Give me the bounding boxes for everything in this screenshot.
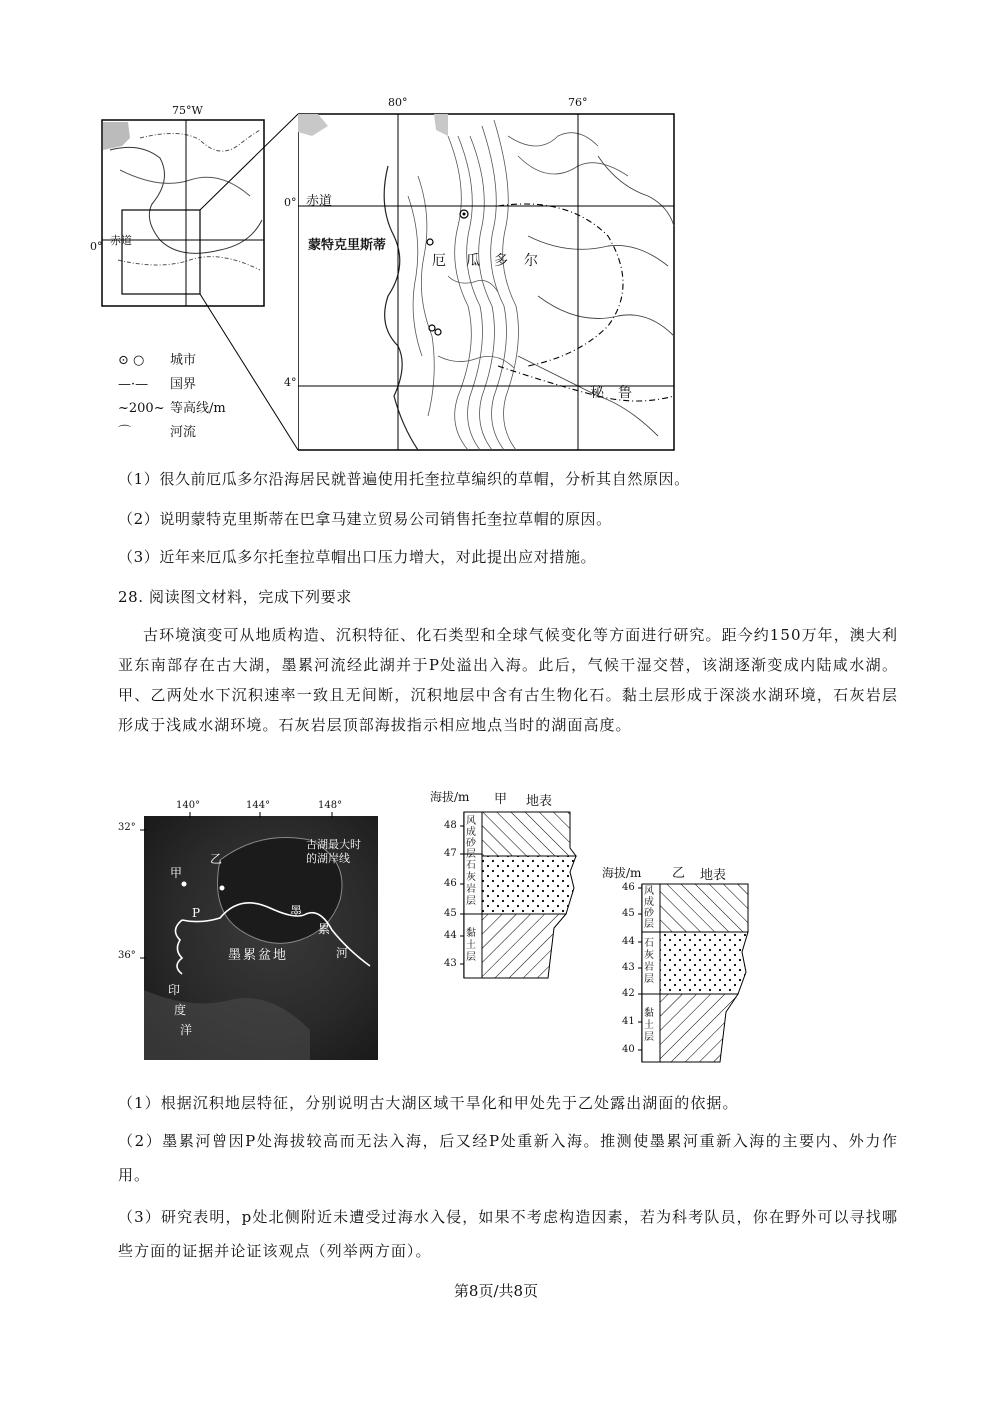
legend-border xyxy=(118,373,196,392)
inset-zero-label: 0° xyxy=(90,240,103,253)
yi-layer1-label: 风成砂层 xyxy=(644,886,654,930)
yi-layer-limestone xyxy=(660,932,748,994)
yi-tick-43: 43 xyxy=(622,962,635,973)
inset-equator-label: 赤道 xyxy=(110,234,132,247)
q27-3: （3）近年来厄瓜多尔托奎拉草帽出口压力增大，对此提出应对措施。 xyxy=(118,548,597,566)
map2-lon-144: 144° xyxy=(246,800,271,811)
murray-map-svg xyxy=(110,790,380,1062)
contour-symbol-icon: ~200~ xyxy=(118,401,165,416)
q27-1: （1）很久前厄瓜多尔沿海居民就普遍使用托奎拉草编织的草帽，分析其自然原因。 xyxy=(118,470,690,488)
map2-lat-32: 32° xyxy=(118,822,136,833)
jia-layer-clay xyxy=(482,914,566,978)
yi-surface-label: 地表 xyxy=(700,868,727,883)
jia-site-label: 甲 xyxy=(494,792,508,807)
yi-layer2-label: 石灰岩层 xyxy=(644,938,654,985)
lat-label-4: 4° xyxy=(284,376,297,389)
murray-basin-map xyxy=(110,790,380,1062)
page-footer: 第8页/共8页 xyxy=(453,1282,539,1300)
city-symbol-icon: ⊙ ○ xyxy=(118,353,145,368)
jia-layer2-label: 石灰岩层 xyxy=(466,860,476,907)
equator-label: 赤道 xyxy=(306,194,333,209)
label-river-2: 累 xyxy=(318,922,331,936)
column-jia xyxy=(430,788,590,988)
label-basin: 墨累盆地 xyxy=(228,948,289,963)
q28-1: （1）根据沉积地层特征，分别说明古大湖区域干旱化和甲处先于乙处露出湖面的依据。 xyxy=(118,1094,739,1112)
label-p: P xyxy=(192,906,201,920)
connector-bottom xyxy=(200,294,298,450)
jia-tick-48: 48 xyxy=(444,820,457,831)
lon-label-80: 80° xyxy=(388,96,408,109)
border-symbol-icon: —·— xyxy=(118,377,149,392)
label-ocean-3: 洋 xyxy=(180,1023,193,1037)
label-shoreline xyxy=(306,838,361,866)
point-yi-icon xyxy=(220,886,225,891)
legend-river xyxy=(118,421,196,440)
jia-layer1-label: 风成砂层 xyxy=(466,816,476,860)
label-ocean-1: 印 xyxy=(168,983,181,997)
yi-layer-clay xyxy=(660,994,738,1062)
yi-layer3-label: 黏土层 xyxy=(644,1008,654,1043)
label-river-1: 墨 xyxy=(290,904,303,918)
q28-material: 古环境演变可从地质构造、沉积特征、化石类型和全球气候变化等方面进行研究。距今约150万年，澳大利亚东南部存在古大湖，墨累河流经此湖并于P处溢出入海。此后，气候干湿交替，该湖逐渐变成内陆咸水湖。甲、乙两处水下沉积速率一致且无间断，沉积地层中含有古生物化石。黏土层形成于深淡水湖环境，石灰岩层形成于浅咸水湖环境。石灰岩层顶部海拔指示相应地点当时的湖面高度。 xyxy=(118,626,898,734)
jia-surface-label: 地表 xyxy=(526,794,553,809)
country-label-gua: 瓜 xyxy=(466,253,480,269)
yi-site-label: 乙 xyxy=(672,866,686,881)
jia-tick-47: 47 xyxy=(444,848,457,859)
country-label-e: 厄 xyxy=(432,253,446,269)
legend-city-label: 城市 xyxy=(170,353,197,368)
inset-lon-label: 75°W xyxy=(172,104,203,117)
yi-tick-46: 46 xyxy=(622,882,635,893)
map2-lon-148: 148° xyxy=(318,800,343,811)
map2-lat-36: 36° xyxy=(118,950,136,961)
yi-tick-42: 42 xyxy=(622,988,635,999)
city-label-montecristi: 蒙特克里斯蒂 xyxy=(308,238,387,253)
jia-tick-44: 44 xyxy=(444,930,457,941)
q28-2: （2）墨累河曾因P处海拔较高而无法入海，后又经P处重新入海。推测使墨累河重新入海的主要内、外力作用。 xyxy=(118,1132,898,1184)
jia-axis-label: 海拔/m xyxy=(430,790,470,804)
legend-river-label: 河流 xyxy=(170,425,197,440)
label-river-3: 河 xyxy=(336,946,349,960)
legend-border-label: 国界 xyxy=(170,377,197,392)
country-label-duo: 多 xyxy=(494,253,508,269)
legend-city xyxy=(118,349,196,368)
label-ocean-2: 度 xyxy=(174,1003,187,1017)
peru-label-lu: 鲁 xyxy=(618,385,632,401)
jia-layer-limestone xyxy=(482,856,576,914)
jia-tick-43: 43 xyxy=(444,958,457,969)
jia-layer3-label: 黏土层 xyxy=(466,928,476,963)
map2-lon-140: 140° xyxy=(176,800,201,811)
peru-label-bi: 秘 xyxy=(590,385,604,401)
label-ocean xyxy=(168,980,192,1040)
ecuador-map xyxy=(284,96,678,456)
yi-layer-sand xyxy=(660,884,748,932)
label-shoreline-1: 古湖最大时 xyxy=(306,838,361,851)
jia-tick-45: 45 xyxy=(444,908,457,919)
label-jia: 甲 xyxy=(170,866,183,880)
lon-label-76: 76° xyxy=(568,96,588,109)
q28-title: 28. 阅读图文材料，完成下列要求 xyxy=(118,588,352,606)
yi-tick-44: 44 xyxy=(622,936,635,947)
ecuador-map-svg xyxy=(298,96,678,456)
yi-axis-label: 海拔/m xyxy=(602,866,642,880)
lat-label-0: 0° xyxy=(284,196,297,209)
q28-3: （3）研究表明，p处北侧附近未遭受过海水入侵，如果不考虑构造因素，若为科考队员，你在野外可以寻找哪些方面的证据并论证该观点（列举两方面）。 xyxy=(118,1208,898,1260)
q27-2: （2）说明蒙特克里斯蒂在巴拿马建立贸易公司销售托奎拉草帽的原因。 xyxy=(118,510,612,528)
yi-tick-41: 41 xyxy=(622,1016,635,1027)
legend-contour xyxy=(118,397,226,416)
legend-contour-label: 等高线/m xyxy=(170,401,226,416)
river-symbol-icon: ⌒ xyxy=(118,425,132,440)
country-label-er: 尔 xyxy=(524,253,538,269)
label-yi: 乙 xyxy=(210,852,223,866)
column-yi xyxy=(602,862,762,1066)
point-jia-icon xyxy=(182,882,187,887)
yi-tick-40: 40 xyxy=(622,1044,635,1055)
jia-layer-sand xyxy=(482,812,576,856)
label-shoreline-2: 的湖岸线 xyxy=(306,852,350,865)
city-quito-dot xyxy=(463,213,466,216)
jia-tick-46: 46 xyxy=(444,878,457,889)
yi-tick-45: 45 xyxy=(622,908,635,919)
